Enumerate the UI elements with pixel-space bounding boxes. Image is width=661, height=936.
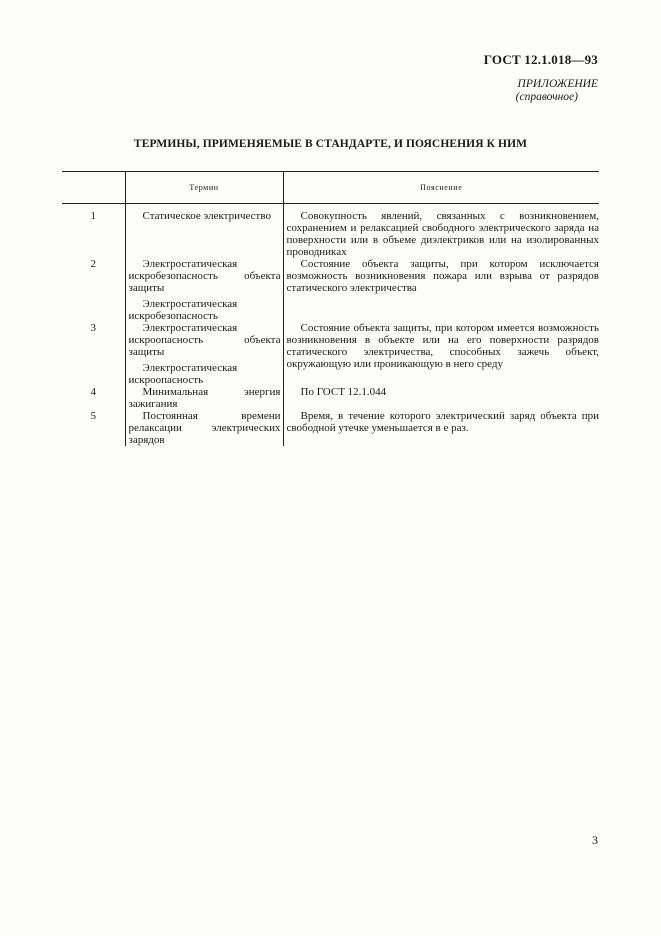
page-title: ТЕРМИНЫ, ПРИМЕНЯЕМЫЕ В СТАНДАРТЕ, И ПОЯСНЕНИЯ К НИМ — [133, 138, 528, 150]
row-number: 4 — [90, 386, 96, 398]
table-header-row — [62, 172, 599, 204]
explanation-cell — [283, 258, 599, 322]
appendix-type: (справочное) — [515, 91, 578, 103]
column-header-term: Термин — [125, 172, 283, 204]
term-text: Статическое электричество — [142, 210, 271, 222]
appendix-heading — [516, 78, 598, 104]
appendix-label: ПРИЛОЖЕНИЕ — [517, 78, 598, 90]
table-row — [62, 386, 599, 410]
term-cell — [125, 386, 283, 410]
explanation-text: По ГОСТ 12.1.044 — [300, 386, 387, 398]
page-number: 3 — [592, 833, 598, 847]
term-text: Электростатическая искроопасность объекта защиты — [128, 322, 281, 358]
explanation-cell — [283, 204, 599, 259]
term-text: Постоянная времени релаксации электрических зарядов — [128, 410, 281, 446]
document-code: ГОСТ 12.1.018—93 — [483, 52, 598, 67]
term-text: Минимальная энергия зажигания — [128, 386, 281, 410]
explanation-text: Время, в течение которого электрический заряд объекта при свободной утечке уменьшается в e раз. — [286, 410, 599, 434]
term-synonym-text: Электростатическая искробезопасность — [128, 298, 238, 322]
table-row — [62, 410, 599, 446]
term-text: Электростатическая искробезопасность объекта защиты — [128, 258, 281, 294]
row-number: 3 — [90, 322, 96, 334]
explanation-cell — [283, 386, 599, 410]
term-cell — [125, 204, 283, 259]
term-synonym-text: Электростатическая искроопасность — [128, 362, 238, 386]
column-header-number — [62, 172, 125, 204]
table-row — [62, 258, 599, 322]
row-number: 1 — [90, 210, 96, 222]
explanation-cell — [283, 410, 599, 446]
term-cell — [125, 258, 283, 322]
row-number: 5 — [90, 410, 96, 422]
term-cell — [125, 410, 283, 446]
table-row — [62, 204, 599, 259]
table-row — [62, 322, 599, 386]
explanation-text: Состояние объекта защиты, при котором имеется возможность возникновения в объекте или на его поверхности разрядов статического электричества, способных зажечь объект, окружающую или проникающую в него среду — [286, 322, 599, 370]
explanation-text: Состояние объекта защиты, при котором исключается возможность возникновения пожара или взрыва от разрядов статического электричества — [286, 258, 599, 294]
explanation-text: Совокупность явлений, связанных с возникновением, сохранением и релаксацией свободного электрического заряда на поверхности или в объеме диэлектриков или на изолированных проводниках — [286, 210, 599, 258]
row-number: 2 — [90, 258, 96, 270]
explanation-cell — [283, 322, 599, 386]
term-cell — [125, 322, 283, 386]
column-header-explanation: Пояснение — [283, 172, 599, 204]
terms-table — [62, 171, 599, 446]
